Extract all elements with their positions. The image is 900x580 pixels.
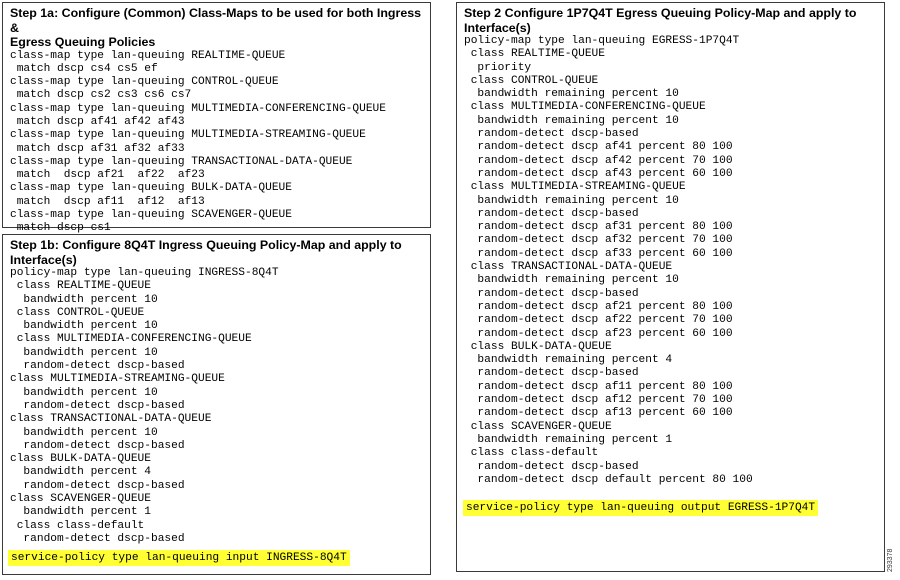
config-line: bandwidth remaining percent 10 xyxy=(464,274,679,287)
step1b-code xyxy=(10,267,430,546)
config-line: class class-default xyxy=(464,447,599,460)
config-line: class BULK-DATA-QUEUE xyxy=(464,340,612,353)
config-line: match dscp af11 af12 af13 xyxy=(10,195,205,208)
config-line: bandwidth percent 10 xyxy=(10,293,158,306)
config-line: random-detect dscp af13 percent 60 100 xyxy=(464,407,733,420)
config-line: random-detect dscp-based xyxy=(464,207,639,220)
config-line: bandwidth remaining percent 4 xyxy=(464,354,673,367)
config-line: priority xyxy=(464,61,532,74)
config-line: policy-map type lan-queuing EGRESS-1P7Q4T xyxy=(464,35,740,47)
config-line: random-detect dscp-based xyxy=(10,439,185,452)
config-line: class SCAVENGER-QUEUE xyxy=(464,420,612,433)
config-line: class-map type lan-queuing BULK-DATA-QUEUE xyxy=(10,182,292,195)
config-line: match dscp cs4 cs5 ef xyxy=(10,62,158,75)
config-line: bandwidth percent 10 xyxy=(10,346,158,359)
step1b-service-policy: service-policy type lan-queuing input INGRESS-8Q4T xyxy=(8,550,350,566)
config-line: random-detect dscp af12 percent 70 100 xyxy=(464,394,733,407)
step2-title xyxy=(464,6,884,35)
config-line: random-detect dscp af43 percent 60 100 xyxy=(464,167,733,180)
config-line: class-map type lan-queuing MULTIMEDIA-CONFERENCING-QUEUE xyxy=(10,102,386,115)
config-line: class MULTIMEDIA-CONFERENCING-QUEUE xyxy=(464,101,706,114)
config-line: random-detect dscp af32 percent 70 100 xyxy=(464,234,733,247)
config-line: random-detect dscp-based xyxy=(10,479,185,492)
config-line: class CONTROL-QUEUE xyxy=(464,74,599,87)
config-line: class TRANSACTIONAL-DATA-QUEUE xyxy=(464,261,673,274)
config-line: class-map type lan-queuing SCAVENGER-QUEUE xyxy=(10,209,292,222)
config-line: random-detect dscp default percent 80 100 xyxy=(464,473,753,486)
config-line: random-detect dscp af23 percent 60 100 xyxy=(464,327,733,340)
config-line: bandwidth percent 10 xyxy=(10,386,158,399)
config-line: random-detect dscp-based xyxy=(464,128,639,141)
step1b-title-line2: Interface(s) xyxy=(10,252,77,267)
config-line: random-detect dscp af33 percent 60 100 xyxy=(464,247,733,260)
config-line: policy-map type lan-queuing INGRESS-8Q4T xyxy=(10,267,279,279)
config-line: bandwidth percent 4 xyxy=(10,466,151,479)
config-line: class TRANSACTIONAL-DATA-QUEUE xyxy=(10,413,212,426)
config-line: match dscp af31 af32 af33 xyxy=(10,142,185,155)
config-line: match dscp cs1 xyxy=(10,222,111,235)
config-line: match dscp cs2 cs3 cs6 cs7 xyxy=(10,89,192,102)
config-line: random-detect dscp af21 percent 80 100 xyxy=(464,300,733,313)
config-line: random-detect dscp-based xyxy=(10,360,185,373)
config-line: class REALTIME-QUEUE xyxy=(464,48,605,61)
config-line: class MULTIMEDIA-STREAMING-QUEUE xyxy=(10,373,225,386)
config-line: bandwidth remaining percent 10 xyxy=(464,88,679,101)
step1a-box xyxy=(2,2,431,235)
step1b-box xyxy=(2,234,431,575)
config-line: class-map type lan-queuing TRANSACTIONAL-DATA-QUEUE xyxy=(10,155,353,168)
figure-id-label: 293378 xyxy=(887,548,894,572)
config-line: random-detect dscp-based xyxy=(464,287,639,300)
config-line: random-detect dscp-based xyxy=(10,399,185,412)
config-line: random-detect dscp af11 percent 80 100 xyxy=(464,380,733,393)
config-line: bandwidth remaining percent 10 xyxy=(464,114,679,127)
config-line: class-map type lan-queuing MULTIMEDIA-STREAMING-QUEUE xyxy=(10,129,366,142)
step2-service-policy: service-policy type lan-queuing output EGRESS-1P7Q4T xyxy=(463,500,818,516)
config-line: class class-default xyxy=(10,519,145,532)
step1a-title xyxy=(10,6,430,50)
config-line: match dscp af21 af22 af23 xyxy=(10,169,205,182)
config-line: class CONTROL-QUEUE xyxy=(10,306,145,319)
step2-box xyxy=(456,2,885,572)
step2-code xyxy=(464,35,884,487)
step1b-title xyxy=(10,238,430,267)
config-line: random-detect dscp-based xyxy=(10,532,185,545)
config-line: bandwidth remaining percent 10 xyxy=(464,194,679,207)
config-line: bandwidth percent 10 xyxy=(10,320,158,333)
step2-title-line1: Step 2 Configure 1P7Q4T Egress Queuing Policy-Map and apply to xyxy=(464,6,857,20)
config-line: class SCAVENGER-QUEUE xyxy=(10,493,151,506)
step2-title-line2: Interface(s) xyxy=(464,20,531,35)
config-line: random-detect dscp af42 percent 70 100 xyxy=(464,154,733,167)
config-line: class MULTIMEDIA-CONFERENCING-QUEUE xyxy=(10,333,252,346)
step1a-code xyxy=(10,50,430,236)
config-line: random-detect dscp af31 percent 80 100 xyxy=(464,221,733,234)
step1a-title-line1: Step 1a: Configure (Common) Class-Maps to be used for both Ingress & xyxy=(10,6,421,35)
step1a-title-line2: Egress Queuing Policies xyxy=(10,35,156,49)
config-line: bandwidth percent 10 xyxy=(10,426,158,439)
config-line: random-detect dscp-based xyxy=(464,367,639,380)
config-line: random-detect dscp af22 percent 70 100 xyxy=(464,314,733,327)
config-line: class REALTIME-QUEUE xyxy=(10,280,151,293)
config-line: class MULTIMEDIA-STREAMING-QUEUE xyxy=(464,181,686,194)
config-line: match dscp af41 af42 af43 xyxy=(10,115,185,128)
config-line: class-map type lan-queuing REALTIME-QUEUE xyxy=(10,49,286,62)
config-line: bandwidth percent 1 xyxy=(10,506,151,519)
config-line: random-detect dscp-based xyxy=(464,460,639,473)
config-line: class BULK-DATA-QUEUE xyxy=(10,453,151,466)
step1b-title-line1: Step 1b: Configure 8Q4T Ingress Queuing Policy-Map and apply to xyxy=(10,238,402,252)
config-line: random-detect dscp af41 percent 80 100 xyxy=(464,141,733,154)
config-line: class-map type lan-queuing CONTROL-QUEUE xyxy=(10,76,279,89)
config-line: bandwidth remaining percent 1 xyxy=(464,433,673,446)
